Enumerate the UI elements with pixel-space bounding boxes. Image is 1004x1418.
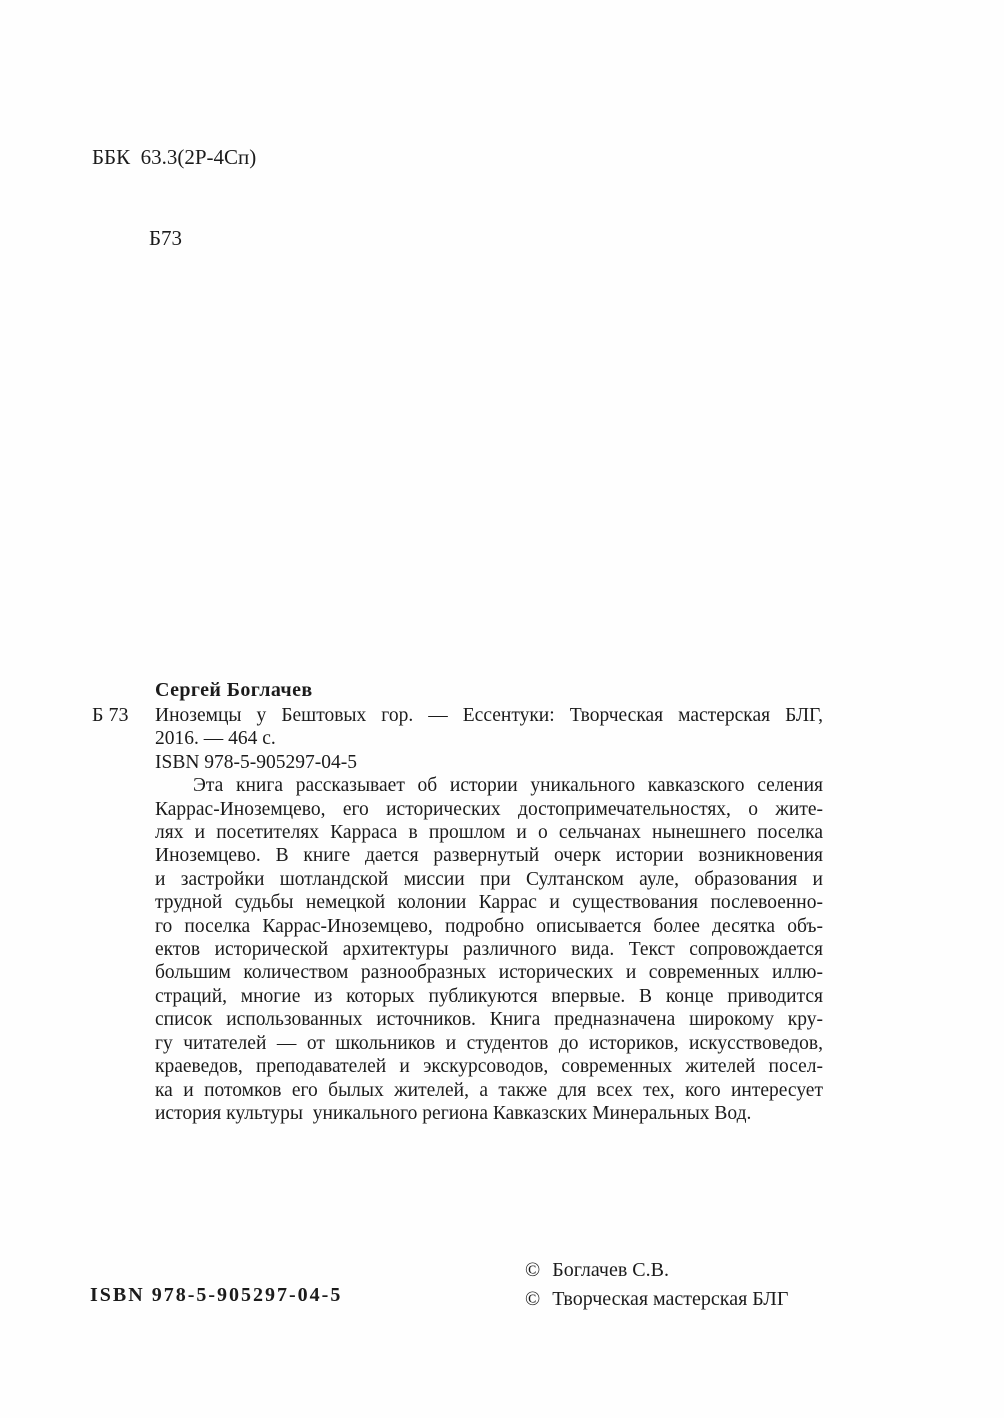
bib-isbn-line: ISBN 978-5-905297-04-5 — [155, 751, 358, 773]
annotation-line: краеведов, преподавателей и экскурсоводов, современных жителей посел- — [155, 1056, 823, 1078]
footer-isbn: ISBN 978-5-905297-04-5 — [90, 1284, 343, 1306]
annotation-line: ка и потомков его былых жителей, а также для всех тех, кого интересует — [155, 1079, 823, 1101]
margin-author-sign: Б 73 — [92, 704, 129, 726]
copyright-author-text: Боглачев С.В. — [552, 1259, 669, 1281]
bib-title-line: Иноземцы у Бештовых гор. — Ессентуки: Творческая мастерская БЛГ, — [155, 705, 823, 726]
author-name: Сергей Боглачев — [155, 679, 313, 701]
copyright-author-line — [525, 1256, 788, 1285]
annotation-line: и застройки шотландской миссии при Султанском ауле, образования и — [155, 868, 823, 890]
annotation-line: большим количеством разнообразных исторических и современных иллю- — [155, 962, 823, 984]
annotation-line: лях и посетителях Карраса в прошлом и о сельчанах нынешнего поселка — [155, 822, 823, 844]
bbk-author-sign: Б73 — [149, 226, 183, 250]
annotation-line: трудной судьбы немецкой колонии Каррас и существования послевоенно- — [155, 892, 823, 914]
annotation-line: список использованных источников. Книга предназначена широкому кру- — [155, 1009, 823, 1031]
annotation-line: го поселка Каррас-Иноземцево, подробно описывается более десятка объ- — [155, 915, 823, 937]
annotation-line: Иноземцево. В книге дается развернутый очерк истории возникновения — [155, 845, 823, 867]
bib-year-pages-line: 2016. — 464 с. — [155, 728, 276, 750]
bbk-classification-block — [92, 90, 256, 306]
bbk-code-line: ББК 63.3(2Р-4Сп) — [92, 145, 257, 169]
copyright-icon: © — [525, 1287, 541, 1310]
annotation-line: страций, многие из которых публикуются впервые. В конце приводится — [155, 985, 823, 1007]
copyright-block — [525, 1256, 788, 1313]
annotation-line: Эта книга рассказывает об истории уникального кавказского селения — [193, 775, 823, 797]
copyright-icon: © — [525, 1259, 541, 1281]
copyright-publisher-text: Творческая мастерская БЛГ — [552, 1287, 789, 1310]
bibliographic-record-and-annotation — [155, 704, 823, 1125]
copyright-publisher-line — [525, 1285, 788, 1314]
annotation-line: гу читателей — от школьников и студентов до историков, искусствоведов, — [155, 1032, 823, 1054]
annotation-line: Каррас-Иноземцево, его исторических достопримечательностях, о жите- — [155, 798, 823, 820]
annotation-line: ектов исторической архитектуры различного вида. Текст сопровождается — [155, 939, 823, 961]
annotation-last-line: история культуры уникального региона Кавказских Минеральных Вод. — [155, 1102, 752, 1124]
